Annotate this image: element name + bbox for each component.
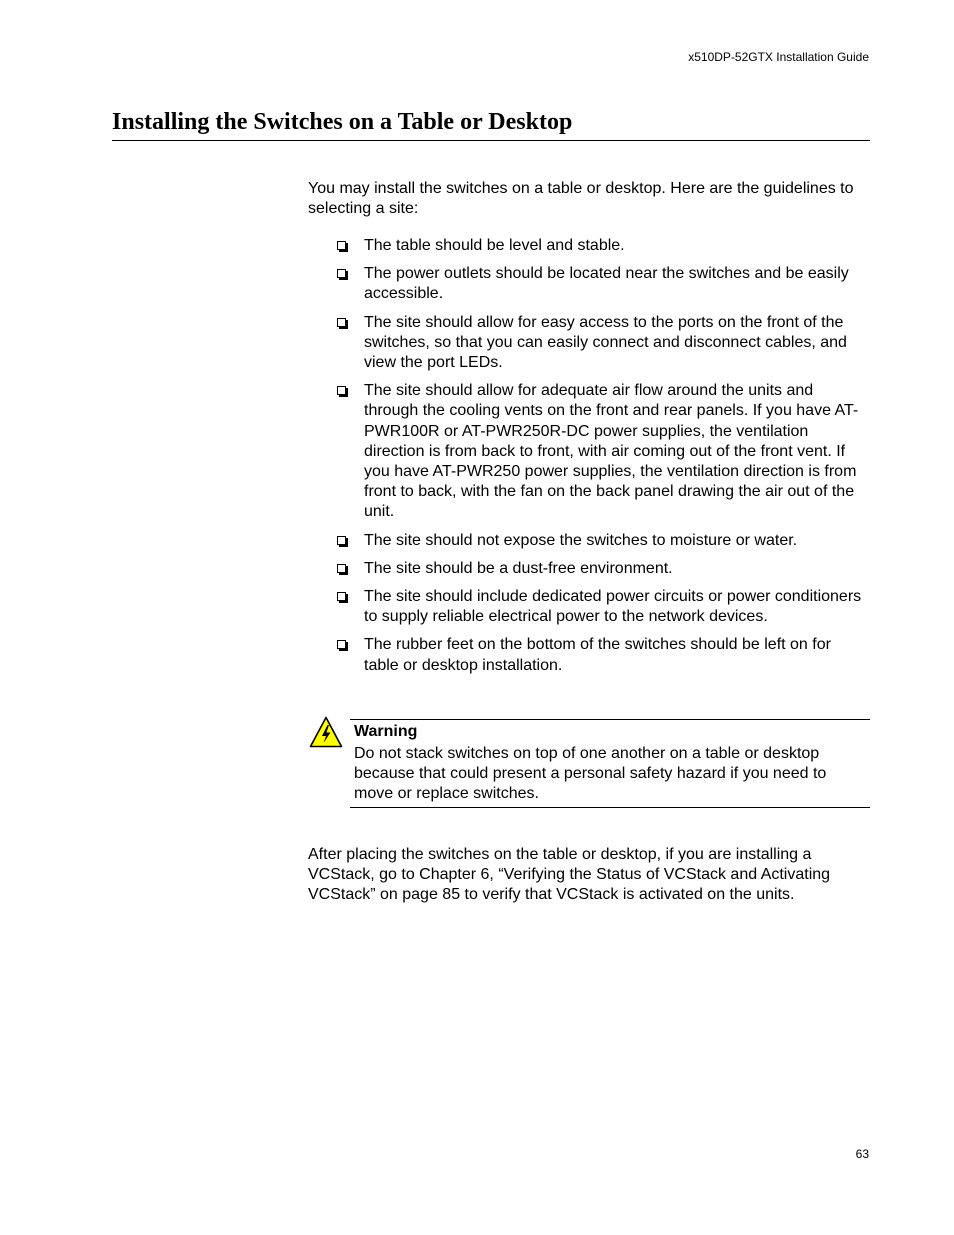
checkbox-bullet-icon: [337, 536, 346, 545]
checkbox-bullet-icon: [337, 318, 346, 327]
list-item-text: The table should be level and stable.: [364, 237, 625, 254]
page-number: 63: [855, 1147, 869, 1161]
list-item: [336, 559, 870, 579]
section-title: Installing the Switches on a Table or Desktop: [112, 109, 573, 135]
checkbox-bullet-icon: [337, 564, 346, 573]
checkbox-bullet-icon: [337, 592, 346, 601]
list-item-text: The site should allow for adequate air flow around the units and through the cooling vents on the front and rear panels. If you have AT-PWR100R or AT-PWR250R-DC power supplies, the ventilation direction is from back to front, with air coming out of the front vent. If you have AT-PWR250 power supplies, the ventilation direction is from front to back, with the fan on the back panel drawing the air out of the unit.: [364, 382, 859, 521]
list-item-text: The site should allow for easy access to the ports on the front of the switches, so that you can easily connect and disconnect cables, and view the port LEDs.: [364, 313, 847, 372]
list-item: [336, 264, 870, 304]
list-item-text: The site should be a dust-free environment.: [364, 559, 673, 577]
list-item: [336, 587, 870, 627]
guidelines-list: [336, 236, 870, 684]
checkbox-bullet-icon: [337, 241, 346, 250]
checkbox-bullet-icon: [337, 269, 346, 278]
warning-title: Warning: [354, 723, 418, 740]
list-item: [336, 531, 870, 551]
list-item-text: The site should include dedicated power circuits or power conditioners to supply reliable electrical power to the network devices.: [364, 588, 862, 626]
list-item-text: The power outlets should be located near the switches and be easily accessible.: [364, 265, 849, 303]
warning-text: Do not stack switches on top of one another on a table or desktop because that could present a personal safety hazard if you need to move or replace switches.: [354, 745, 827, 803]
checkbox-bullet-icon: [337, 386, 346, 395]
intro-paragraph: You may install the switches on a table or desktop. Here are the guidelines to selecting a site:: [308, 180, 854, 218]
list-item: [336, 313, 870, 374]
list-item: [336, 635, 870, 675]
title-rule: [112, 140, 870, 141]
list-item: [336, 381, 870, 522]
after-paragraph: After placing the switches on the table or desktop, if you are installing a VCStack, go to Chapter 6, “Verifying the Status of VCStack and Activating VCStack” on page 85 to verify that VCStack is activated on the units.: [308, 846, 831, 904]
list-item-text: The rubber feet on the bottom of the switches should be left on for table or desktop installation.: [364, 636, 831, 674]
checkbox-bullet-icon: [337, 640, 346, 649]
list-item: [336, 236, 870, 256]
running-header: x510DP-52GTX Installation Guide: [688, 50, 869, 64]
list-item-text: The site should not expose the switches to moisture or water.: [364, 531, 798, 549]
electrical-hazard-icon: [309, 716, 343, 748]
